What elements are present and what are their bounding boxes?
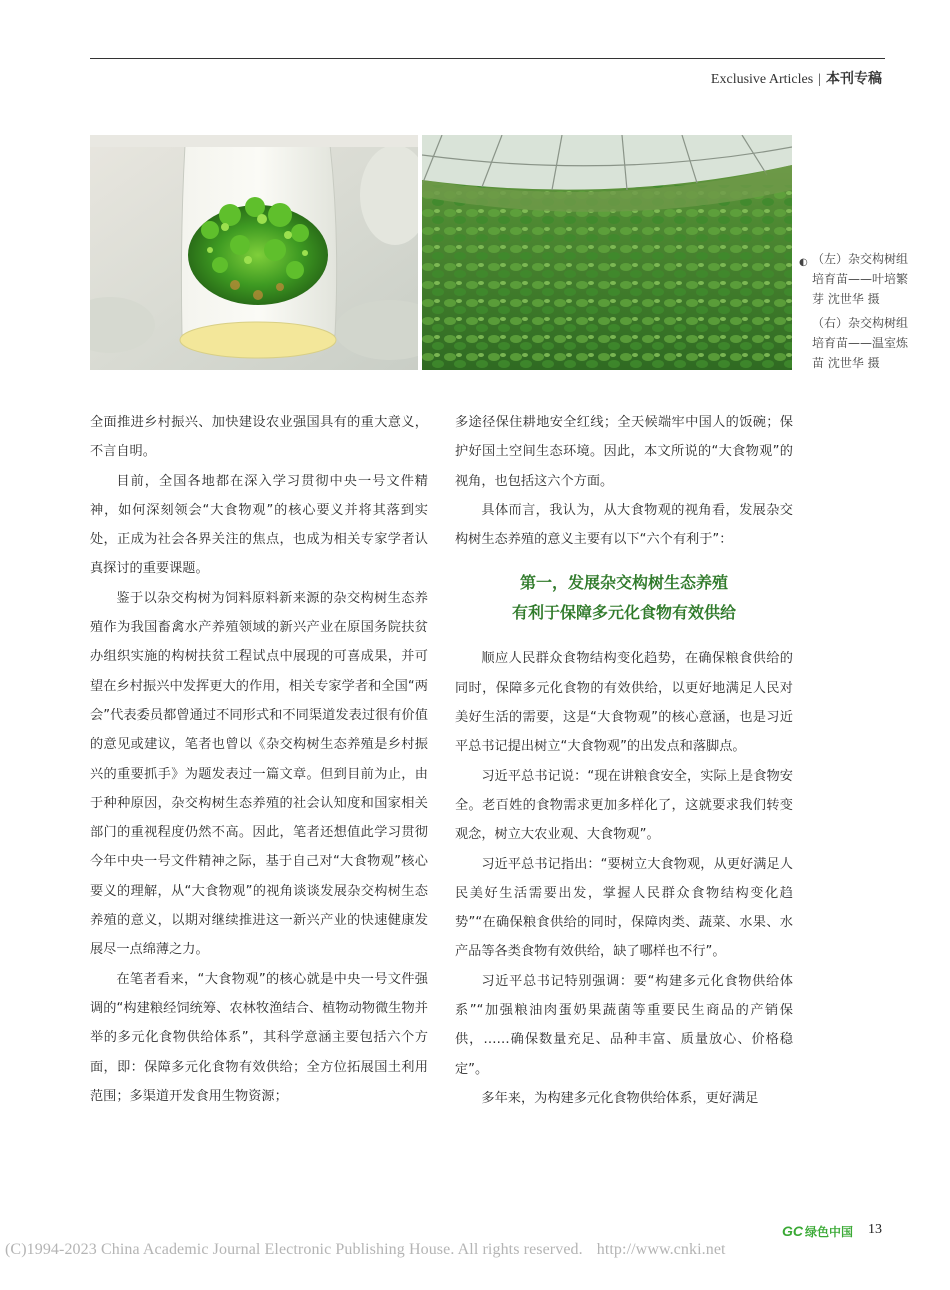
header-column-name: 本刊专稿 <box>826 71 882 87</box>
watermark-copyright: (C)1994-2023 China Academic Journal Electronic Publishing House. All rights reserved. <box>5 1241 583 1258</box>
paragraph: 目前，全国各地都在深入学习贯彻中央一号文件精神，如何深刻领会“大食物观”的核心要义并将其落到实处，正成为社会各界关注的焦点，也成为相关专家学者认真探讨的重要课题。 <box>90 473 428 577</box>
paragraph: 鉴于以杂交构树为饲料原料新来源的杂交构树生态养殖作为我国畜禽水产养殖领域的新兴产业在原国务院扶贫办组织实施的构树扶贫工程试点中展现的可喜成果，并可望在乡村振兴中发挥更大的作用，相关专家学者和全国“两会”代表委员都曾通过不同形式和不同渠道发表过很有价值的意见或建议，笔者也曾以《杂交构树生态养殖是乡村振兴的重要抓手》为题发表过一篇文章。但到目前为止，由于种种原因，杂交构树生态养殖的社会认知度和国家相关部门的重视程度仍然不高。因此，笔者还想值此学习贯彻今年中央一号文件精神之际，基于自己对“大食物观”核心要义的理解，从“大食物观”的视角谈谈发展杂交构树生态养殖的意义，以期对继续推进这一新兴产业的快速健康发展尽一点绵薄之力。 <box>90 590 428 958</box>
paragraph: 习近平总书记指出：“要树立大食物观，从更好满足人民美好生活需要出发，掌握人民群众食物结构变化趋势”“在确保粮食供给的同时，保障肉类、蔬菜、水果、水产品等各类食物有效供给，缺了哪样也不行”。 <box>455 856 793 960</box>
page-number: 13 <box>868 1222 882 1237</box>
tissue-culture-jar-photo <box>90 135 418 370</box>
paragraph: 多途径保住耕地安全红线；全天候端牢中国人的饭碗；保护好国土空间生态环境。因此，本文所说的“大食物观”的视角，也包括这六个方面。 <box>455 415 793 489</box>
paragraph: 习近平总书记说：“现在讲粮食安全，实际上是食物安全。老百姓的食物需求更加多样化了，这就要求我们转变观念，树立大农业观、大食物观”。 <box>455 768 793 843</box>
section-heading-line1: 第一，发展杂交构树生态养殖 <box>519 573 728 593</box>
watermark-url: http://www.cnki.net <box>596 1241 726 1258</box>
photo-caption <box>799 249 919 377</box>
greenhouse-seedlings-photo <box>422 135 792 370</box>
paragraph: 习近平总书记特别强调：要“构建多元化食物供给体系”“加强粮油肉蛋奶果蔬菌等重要民生商品的产销保供，……确保数量充足、品种丰富、质量放心、价格稳定”。 <box>455 973 793 1077</box>
header-english: Exclusive Articles <box>710 72 814 87</box>
running-header <box>711 68 882 88</box>
logo-mark: GC <box>782 1223 803 1239</box>
paragraph: 全面推进乡村振兴、加快建设农业强国具有的重大意义，不言自明。 <box>90 415 428 460</box>
header-separator: | <box>818 72 821 87</box>
cnki-watermark <box>5 1241 726 1259</box>
paragraph: 顺应人民群众食物结构变化趋势，在确保粮食供给的同时，保障多元化食物的有效供给，以更好地满足人民对美好生活的需要，这是“大食物观”的核心意涵，也是习近平总书记提出树立“大食物观”的出发点和落脚点。 <box>455 651 793 755</box>
camera-icon: ◐ <box>799 257 808 268</box>
magazine-logo <box>782 1223 853 1240</box>
section-heading-line2: 有利于保障多元化食物有效供给 <box>511 603 736 623</box>
paragraph: 在笔者看来，“大食物观”的核心就是中央一号文件强调的“构建粮经饲统筹、农林牧渔结合、植物动物微生物并举的多元化食物供给体系”，其科学意涵主要包括六个方面，即：保障多元化食物有效供给；全方位拓展国土利用范围；多渠道开发食用生物资源； <box>90 971 428 1104</box>
header-rule <box>90 58 885 59</box>
logo-text: 绿色中国 <box>805 1225 854 1239</box>
right-column <box>455 408 793 1113</box>
left-column <box>90 408 428 1111</box>
section-heading <box>455 568 793 628</box>
paragraph: 具体而言，我认为，从大食物观的视角看，发展杂交构树生态养殖的意义主要有以下“六个有利于”： <box>455 502 793 548</box>
caption-left: （左）杂交构树组培育苗——叶培繁芽 沈世华 摄 <box>812 252 909 306</box>
caption-right: （右）杂交构树组培育苗——温室炼苗 沈世华 摄 <box>812 316 909 370</box>
paragraph: 多年来，为构建多元化食物供给体系，更好满足 <box>481 1090 759 1106</box>
